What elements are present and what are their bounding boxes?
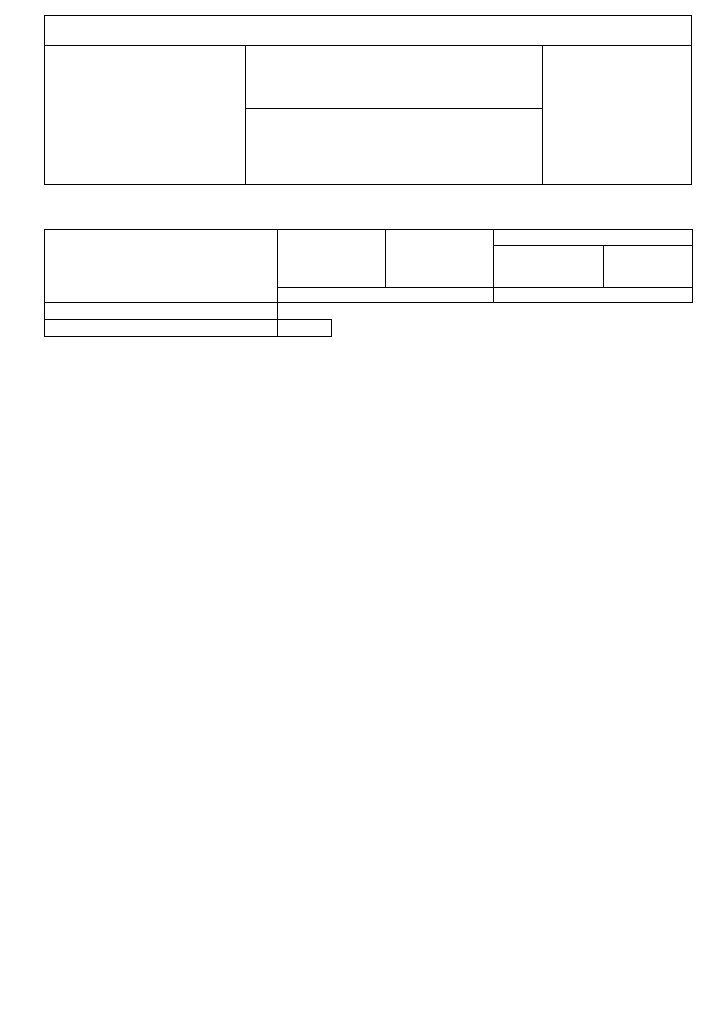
col-number-0 xyxy=(45,320,278,337)
header-registered-top xyxy=(494,230,693,246)
header-in-month xyxy=(278,288,494,303)
header-description xyxy=(45,230,278,303)
header-total xyxy=(494,246,604,288)
form-header xyxy=(44,15,692,185)
header-with-benefit xyxy=(604,246,693,288)
header-employed xyxy=(386,230,494,288)
header-registered xyxy=(278,230,386,288)
ministry-block xyxy=(45,16,691,46)
unemployment-structure-table xyxy=(44,229,693,337)
header-end-month xyxy=(494,288,693,303)
